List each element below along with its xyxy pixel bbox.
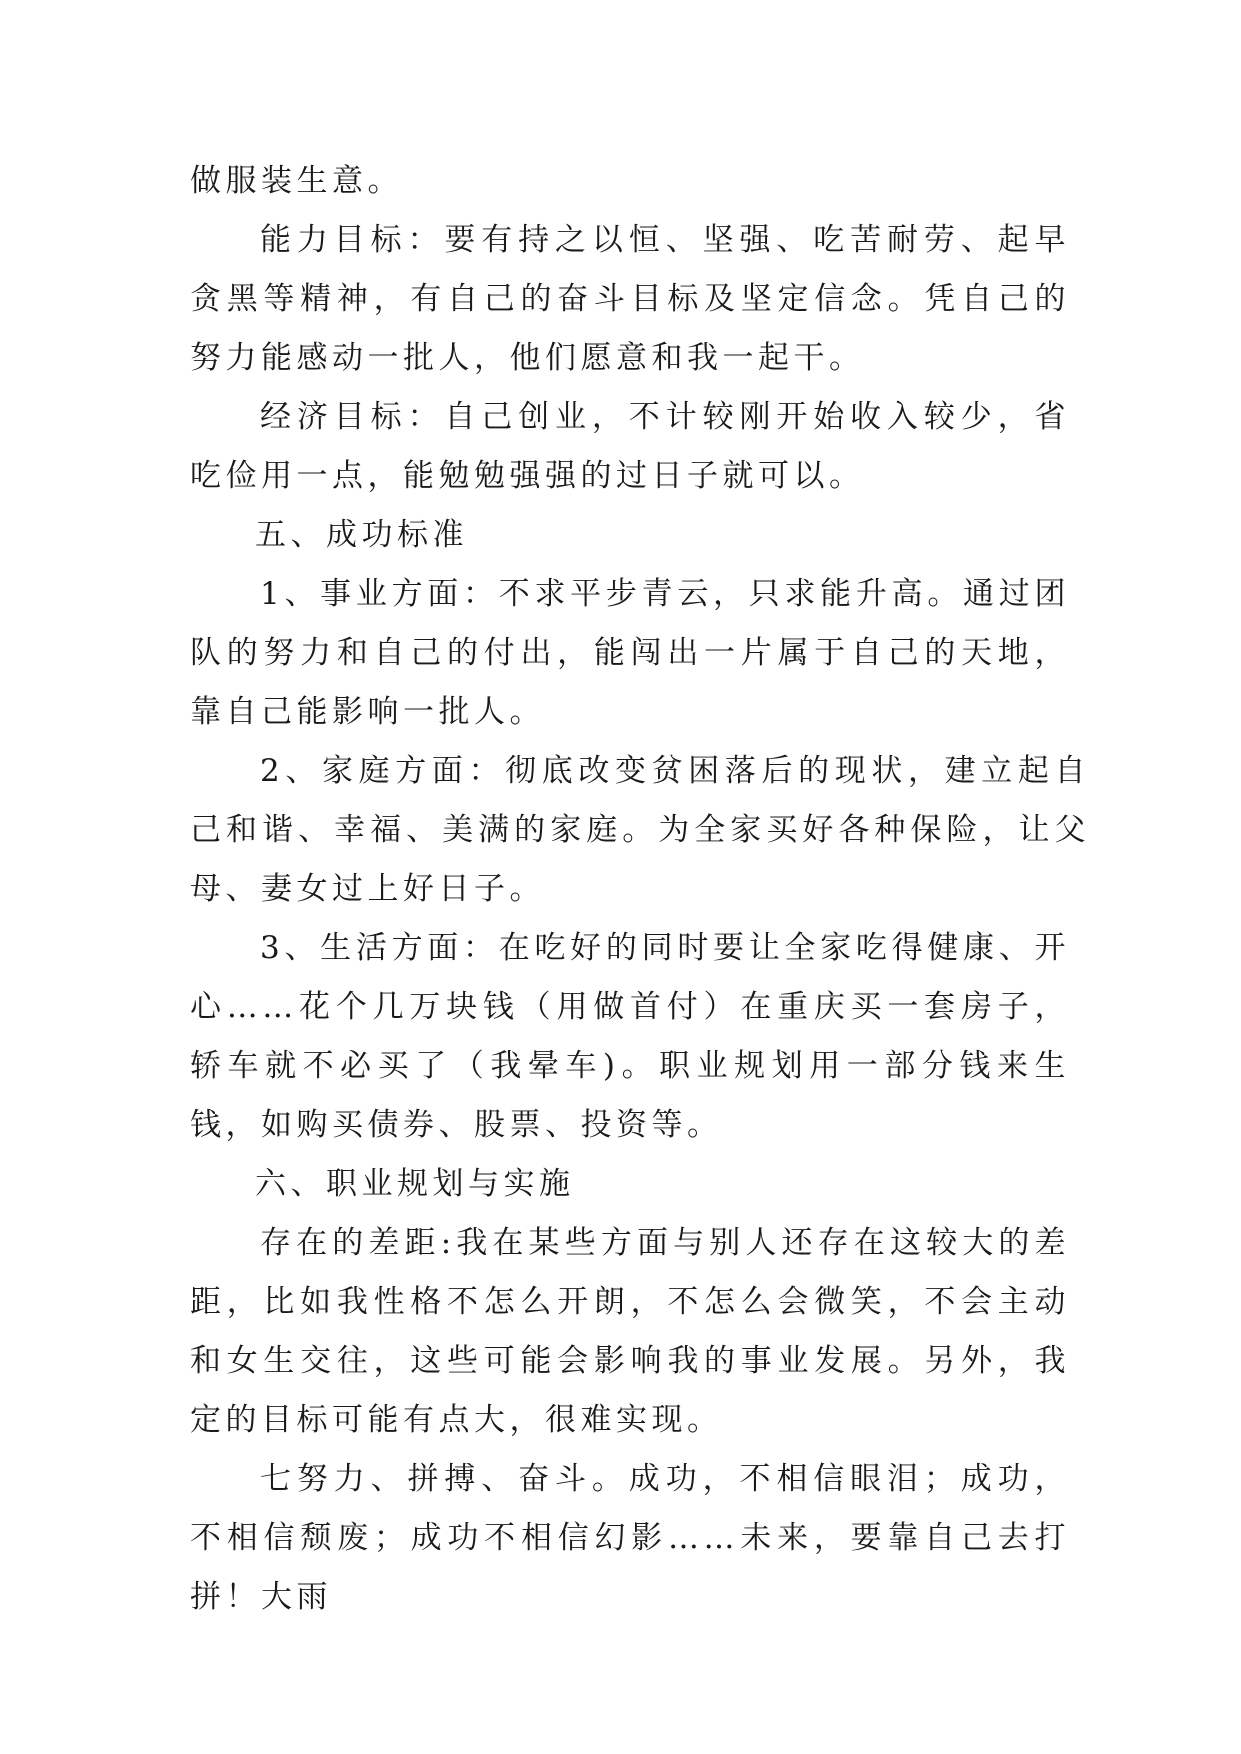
paragraph-family-aspect: 2、家庭方面：彻底改变贫困落后的现状，建立起自己和谐、幸福、美满的家庭。为全家买好各种保险，让父母、妻女过上好日子。 — [190, 753, 1090, 907]
document-body — [190, 152, 1090, 1627]
paragraph-effort: 七努力、拼搏、奋斗。成功，不相信眼泪；成功，不相信颓废；成功不相信幻影……未来，要靠自己去打拼！大雨 — [190, 1461, 1070, 1615]
section-heading-career-plan: 六、职业规划与实施 — [255, 1166, 575, 1202]
section-heading-success-criteria: 五、成功标准 — [255, 517, 468, 553]
paragraph-economic-goal: 经济目标：自己创业，不计较刚开始收入较少，省吃俭用一点，能勉勉强强的过日子就可以。 — [190, 399, 1070, 494]
paragraph-existing-gap: 存在的差距:我在某些方面与别人还存在这较大的差距，比如我性格不怎么开朗，不怎么会微笑，不会主动和女生交往，这些可能会影响我的事业发展。另外，我定的目标可能有点大，很难实现。 — [190, 1225, 1070, 1438]
paragraph-career-aspect: 1、事业方面：不求平步青云，只求能升高。通过团队的努力和自己的付出，能闯出一片属于自己的天地，靠自己能影响一批人。 — [190, 576, 1070, 730]
paragraph-continuation: 做服装生意。 — [190, 163, 403, 199]
paragraph-ability-goal: 能力目标：要有持之以恒、坚强、吃苦耐劳、起早贪黑等精神，有自己的奋斗目标及坚定信念。凭自己的努力能感动一批人，他们愿意和我一起干。 — [190, 222, 1070, 376]
paragraph-life-aspect: 3、生活方面：在吃好的同时要让全家吃得健康、开心……花个几万块钱（用做首付）在重庆买一套房子，轿车就不必买了（我晕车)。职业规划用一部分钱来生钱，如购买债券、股票、投资等。 — [190, 930, 1070, 1143]
